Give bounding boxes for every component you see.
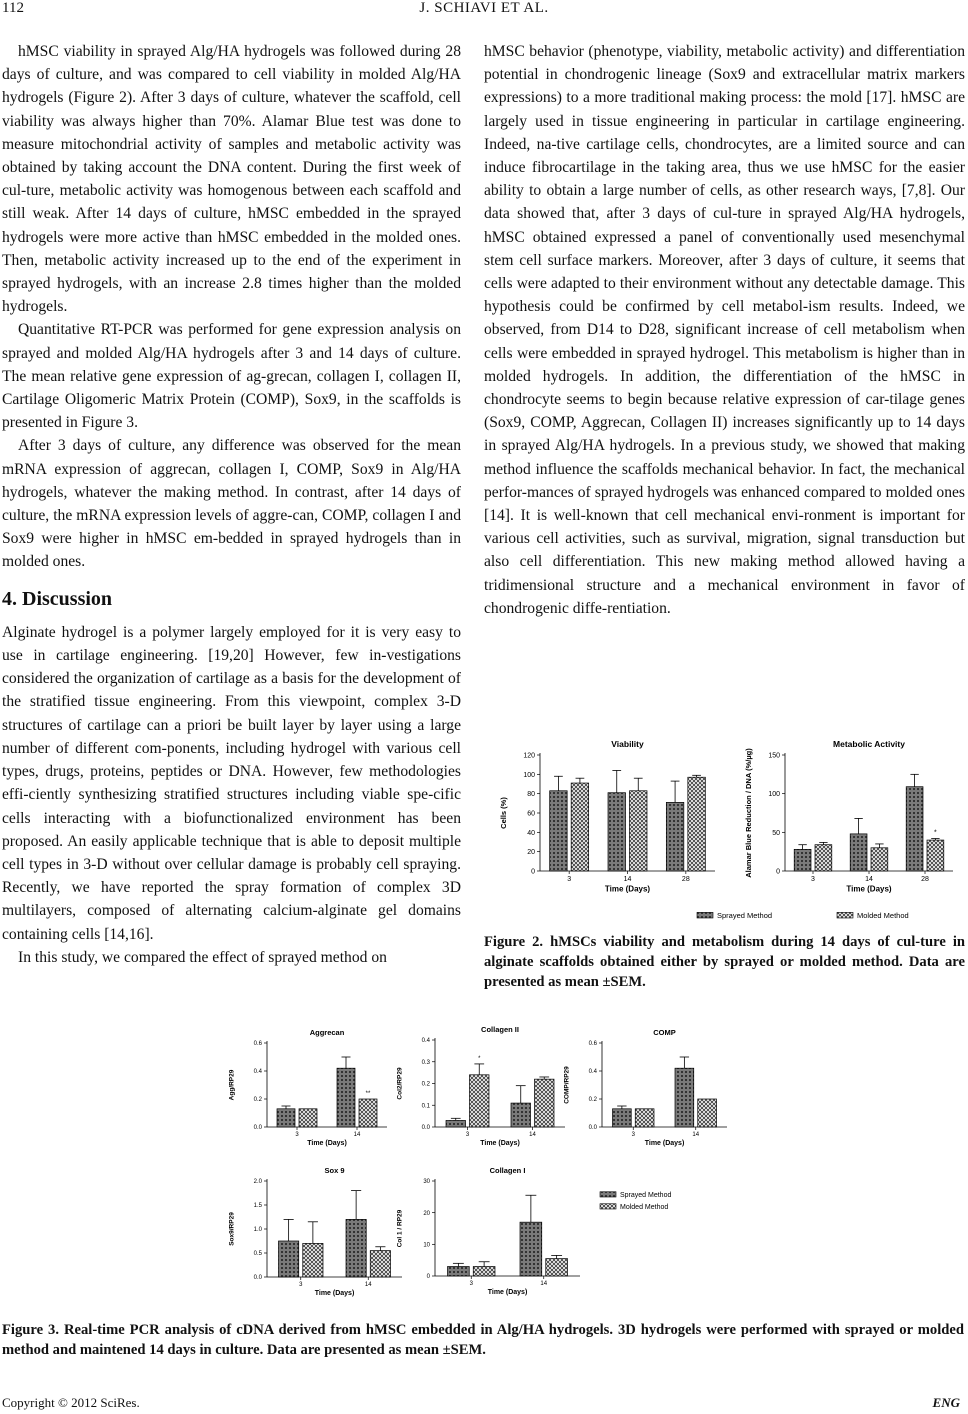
chart-aggrecan bbox=[228, 1028, 387, 1147]
y-axis-label: Col2/RP29 bbox=[396, 1067, 404, 1100]
significance-mark: ** bbox=[365, 1091, 371, 1097]
legend-swatch bbox=[697, 912, 713, 918]
bar bbox=[279, 1241, 299, 1277]
x-tick-label: 14 bbox=[364, 1282, 372, 1288]
x-tick-label: 28 bbox=[921, 876, 929, 883]
legend-label: Molded Method bbox=[857, 911, 909, 920]
bar bbox=[546, 1259, 568, 1276]
y-tick-label: 100 bbox=[768, 791, 780, 799]
bar bbox=[630, 791, 648, 871]
y-tick-label: 0.0 bbox=[253, 1275, 262, 1282]
x-axis-label: Time (Days) bbox=[487, 1289, 528, 1296]
x-tick-label: 3 bbox=[631, 1132, 635, 1138]
paragraph: hMSC behavior (phenotype, viability, metabolic activity) and differentiation potential in chondrogenic lineage (Sox9 and extracellular matrix markers expressions) to a more traditional making process: the mold [17]. hMSC are largely used in tissue engineering in particular in cartilage engineering. Indeed, na-tive cartilage cells, chondrocytes, are a limited source and can induce fibrocartilage in the taking area, thus we use hMSC for the easier ability to obtain a large number of cells, as other research ways, [7,8]. Our data showed that, after 3 days of cul-ture in sprayed Alg/HA hydrogels, hMSC obtained expressed a panel of conventionally used mesenchymal stem cell surface markers. Moreover, after 3 days of culture, it seems that cells were adapted to their environment without any detectable damage. This hypothesis could be confirmed by cell metabol-ism results. Indeed, we observed, from D14 to D28, significant increase of cell metabolism when cells were embedded in sprayed hydrogel. This metabolism is higher than in molded hydrogels. In addition, the differentiation of the hMSC in chondrocyte seems to begin because relative expression of car-tilage genes (Sox9, COMP, Aggrecan, Collagen II) increases significantly up to 14 days in sprayed Alg/HA hydrogels. In a previous study, we showed that making method influence the scaffolds mechanical behavior. In fact, the mechanical perfor-mances of sprayed hydrogels was enhanced compared to molded ones [14]. It is well-known that cell mechanical envi-ronment is important for various cell activities, such as survival, migration, signal transduction but also cell differentiation. This new making method allowed having a tridimensional structure and a mechanical environment in favor of chondrogenic diffe-rentiation. bbox=[484, 43, 965, 617]
chart-legend bbox=[600, 1192, 671, 1211]
y-tick-label: 120 bbox=[523, 752, 535, 760]
y-tick-label: 60 bbox=[527, 810, 535, 818]
y-tick-label: 1.0 bbox=[253, 1227, 262, 1234]
paragraph: In this study, we compared the effect of sprayed method on bbox=[18, 948, 387, 966]
legend-label: Molded Method bbox=[620, 1204, 669, 1211]
x-tick-label: 3 bbox=[567, 876, 572, 883]
legend-swatch bbox=[600, 1192, 616, 1197]
bar bbox=[906, 787, 923, 871]
chart-comp bbox=[563, 1028, 727, 1147]
bar bbox=[675, 1068, 694, 1127]
y-tick-label: 0 bbox=[531, 868, 535, 876]
bar bbox=[571, 783, 589, 871]
legend-swatch bbox=[600, 1204, 616, 1209]
x-tick-label: 14 bbox=[353, 1132, 361, 1138]
y-tick-label: 100 bbox=[523, 771, 535, 779]
figure-3 bbox=[225, 1015, 745, 1315]
bar bbox=[698, 1099, 717, 1127]
y-tick-label: 0.0 bbox=[421, 1125, 430, 1132]
x-axis-label: Time (Days) bbox=[480, 1140, 520, 1147]
figure-2 bbox=[485, 728, 965, 928]
bar bbox=[550, 791, 568, 871]
significance-mark: * bbox=[934, 829, 937, 837]
y-tick-label: 20 bbox=[527, 849, 535, 857]
chart-sox9 bbox=[228, 1166, 402, 1297]
bar bbox=[303, 1243, 323, 1277]
chart-viability bbox=[499, 739, 715, 894]
y-axis-label: COMP/RP29 bbox=[563, 1066, 571, 1104]
y-tick-label: 150 bbox=[768, 752, 780, 760]
bar bbox=[815, 845, 832, 871]
bar bbox=[635, 1109, 654, 1127]
y-axis-label: Alamar Blue Reduction / DNA (%/µg) bbox=[743, 748, 753, 878]
chart-title: Aggrecan bbox=[309, 1028, 345, 1037]
x-tick-label: 3 bbox=[469, 1281, 473, 1287]
bar bbox=[511, 1103, 531, 1127]
chart-legend bbox=[697, 911, 909, 920]
legend-swatch bbox=[837, 912, 853, 918]
bar bbox=[927, 840, 944, 871]
bar bbox=[346, 1219, 366, 1277]
x-axis-label: Time (Days) bbox=[314, 1290, 355, 1297]
y-tick-label: 0.6 bbox=[588, 1041, 597, 1048]
bar bbox=[850, 834, 867, 871]
chart-title: COMP bbox=[653, 1028, 676, 1037]
figure-2-caption: Figure 2. hMSCs viability and metabolism during 14 days of cul-ture in alginate scaffolds obtained either by sprayed or molded method. Data are presented as mean ±SEM. bbox=[484, 934, 965, 990]
y-tick-label: 2.0 bbox=[253, 1179, 262, 1186]
x-tick-label: 28 bbox=[681, 876, 690, 883]
x-tick-label: 3 bbox=[811, 876, 815, 883]
bar bbox=[299, 1109, 317, 1127]
copyright: Copyright © 2012 SciRes. bbox=[2, 1395, 140, 1410]
x-tick-label: 14 bbox=[865, 876, 873, 883]
y-tick-label: 0.5 bbox=[253, 1251, 262, 1258]
bar bbox=[370, 1251, 390, 1277]
figure-3-caption: Figure 3. Real-time PCR analysis of cDNA derived from hMSC embedded in Alg/HA hydrogels. 3D hydrogels were performed with sprayed or molded method and maintened 14 days in culture. Data are presented as mean ±SEM. bbox=[2, 1322, 964, 1358]
chart-title: Sox 9 bbox=[324, 1166, 345, 1175]
y-tick-label: 80 bbox=[527, 791, 535, 799]
bar bbox=[446, 1120, 466, 1127]
x-tick-label: 3 bbox=[299, 1282, 303, 1288]
x-axis-label: Time (Days) bbox=[307, 1140, 347, 1147]
bar bbox=[473, 1267, 495, 1277]
y-tick-label: 0.2 bbox=[421, 1081, 430, 1088]
bar bbox=[448, 1267, 470, 1277]
x-tick-label: 14 bbox=[529, 1132, 536, 1138]
x-axis-label: Time (Days) bbox=[846, 884, 892, 894]
right-column bbox=[484, 40, 965, 620]
y-tick-label: 20 bbox=[423, 1210, 430, 1217]
bar bbox=[337, 1068, 355, 1127]
journal-abbrev: ENG bbox=[932, 1395, 960, 1410]
y-tick-label: 0 bbox=[776, 868, 780, 876]
y-tick-label: 0.0 bbox=[253, 1125, 262, 1132]
bar bbox=[666, 802, 684, 871]
paragraph: Quantitative RT-PCR was performed for gene expression analysis on sprayed and molded Alg/HA hydrogels after 3 and 14 days of culture. The mean relative gene expression of ag-grecan, collagen I, collagen II, Cartilage Oligomeric Matrix Protein (COMP), Sox9, in the scaffolds is presented in Figure 3. bbox=[2, 321, 461, 432]
y-tick-label: 0.4 bbox=[421, 1038, 430, 1045]
y-tick-label: 0.4 bbox=[253, 1069, 262, 1076]
chart-title: Collagen I bbox=[489, 1166, 526, 1175]
bar bbox=[277, 1109, 295, 1127]
y-axis-label: Agg/RP29 bbox=[228, 1069, 236, 1101]
y-axis-label: Col 1 / RP29 bbox=[396, 1209, 404, 1248]
paragraph: Alginate hydrogel is a polymer largely employed for it is very easy to use in cartilage engineering. [19,20] However, few in-vestigations considered the organization of cartilage as a basis for the development of the stratified tissue engineering. From this viewpoint, complex 3-D structures of cartilage can a priori be built layer by layer using a large number of different com-ponents, including hydrogel with various cell types, drugs, proteins, peptides or DNA. However, few methodologies effi-ciently synthesizing stratified structures including viable spe-cific cells interacting with a biofunctionalized environment has been proposed. An easily applicable technique that is able to deposit multiple cell types in 3-D without over cellular damage is probably cell spraying. Recently, we have reported the spray formation of complex 3D multilayers, composed of alternating calcium-alginate gel domains containing cells [14,16]. bbox=[2, 623, 461, 943]
x-tick-label: 3 bbox=[465, 1132, 470, 1138]
x-tick-label: 14 bbox=[540, 1281, 548, 1287]
y-tick-label: 0.2 bbox=[253, 1097, 262, 1104]
bar bbox=[613, 1109, 632, 1127]
y-tick-label: 0.0 bbox=[588, 1125, 597, 1132]
y-tick-label: 0.4 bbox=[588, 1069, 597, 1076]
y-tick-label: 30 bbox=[423, 1179, 430, 1186]
y-tick-label: 10 bbox=[423, 1242, 430, 1249]
x-axis-label: Time (Days) bbox=[644, 1140, 685, 1147]
bar bbox=[535, 1079, 555, 1127]
bar bbox=[359, 1099, 377, 1127]
chart-collagen1 bbox=[396, 1166, 580, 1296]
paragraph: After 3 days of culture, any difference was observed for the mean mRNA expression of aggrecan, collagen I, COMP, Sox9 in Alg/HA hydrogels, whatever the making method. In contrast, after 14 days of culture, the mRNA expression levels of aggre-can, COMP, collagen I and Sox9 were higher in hMSC em-bedded in sprayed hydrogels than in molded ones. bbox=[2, 437, 461, 571]
y-axis-label: Sox9/RP29 bbox=[228, 1212, 236, 1246]
x-tick-label: 14 bbox=[623, 876, 632, 883]
y-axis-label: Cells (%) bbox=[498, 797, 508, 829]
bar bbox=[470, 1075, 490, 1127]
y-tick-label: 0.1 bbox=[421, 1103, 430, 1110]
x-tick-label: 14 bbox=[692, 1132, 700, 1138]
y-tick-label: 0 bbox=[426, 1274, 430, 1281]
y-tick-label: 50 bbox=[772, 829, 780, 837]
y-tick-label: 0.3 bbox=[421, 1059, 430, 1066]
chart-collagen2 bbox=[396, 1025, 565, 1147]
page-number: 112 bbox=[2, 0, 24, 16]
bar bbox=[608, 793, 626, 871]
bar bbox=[688, 777, 706, 871]
chart-metabolic bbox=[744, 739, 953, 894]
y-tick-label: 0.2 bbox=[588, 1097, 597, 1104]
running-head: J. SCHIAVI ET AL. bbox=[419, 0, 549, 16]
left-column bbox=[2, 40, 461, 969]
legend-label: Sprayed Method bbox=[620, 1192, 672, 1199]
chart-title: Metabolic Activity bbox=[833, 739, 905, 749]
x-tick-label: 3 bbox=[295, 1132, 299, 1138]
chart-title: Viability bbox=[611, 739, 644, 749]
bar bbox=[794, 849, 811, 871]
bar bbox=[871, 848, 888, 871]
bar bbox=[520, 1222, 542, 1276]
significance-mark: * bbox=[478, 1055, 481, 1062]
y-tick-label: 1.5 bbox=[253, 1203, 262, 1210]
chart-title: Collagen II bbox=[481, 1025, 519, 1034]
y-tick-label: 40 bbox=[527, 829, 535, 837]
x-axis-label: Time (Days) bbox=[604, 884, 651, 894]
legend-label: Sprayed Method bbox=[717, 911, 773, 920]
section-title: 4. Discussion bbox=[2, 587, 113, 610]
paragraph: hMSC viability in sprayed Alg/HA hydrogels was followed during 28 days of culture, and was compared to cell viability in molded Alg/HA hydrogels (Figure 2). After 3 days of culture, whatever the scaffold, cell viability was always higher than 70%. Alamar Blue test was done to measure mitochondrial activity of samples and metabolic activity was obtained by taking account the DNA content. During the first week of cul-ture, metabolic activity was homogenous between each scaffold and still weak. After 14 days of culture, hMSC embedded in the sprayed hydrogels were more active than hMSC embedded in the molded ones. Then, metabolic activity increased up to the end of the experiment in sprayed hydrogels, with an increase 2.8 times higher than the molded hydrogels. bbox=[2, 43, 461, 316]
y-tick-label: 0.6 bbox=[253, 1041, 262, 1048]
